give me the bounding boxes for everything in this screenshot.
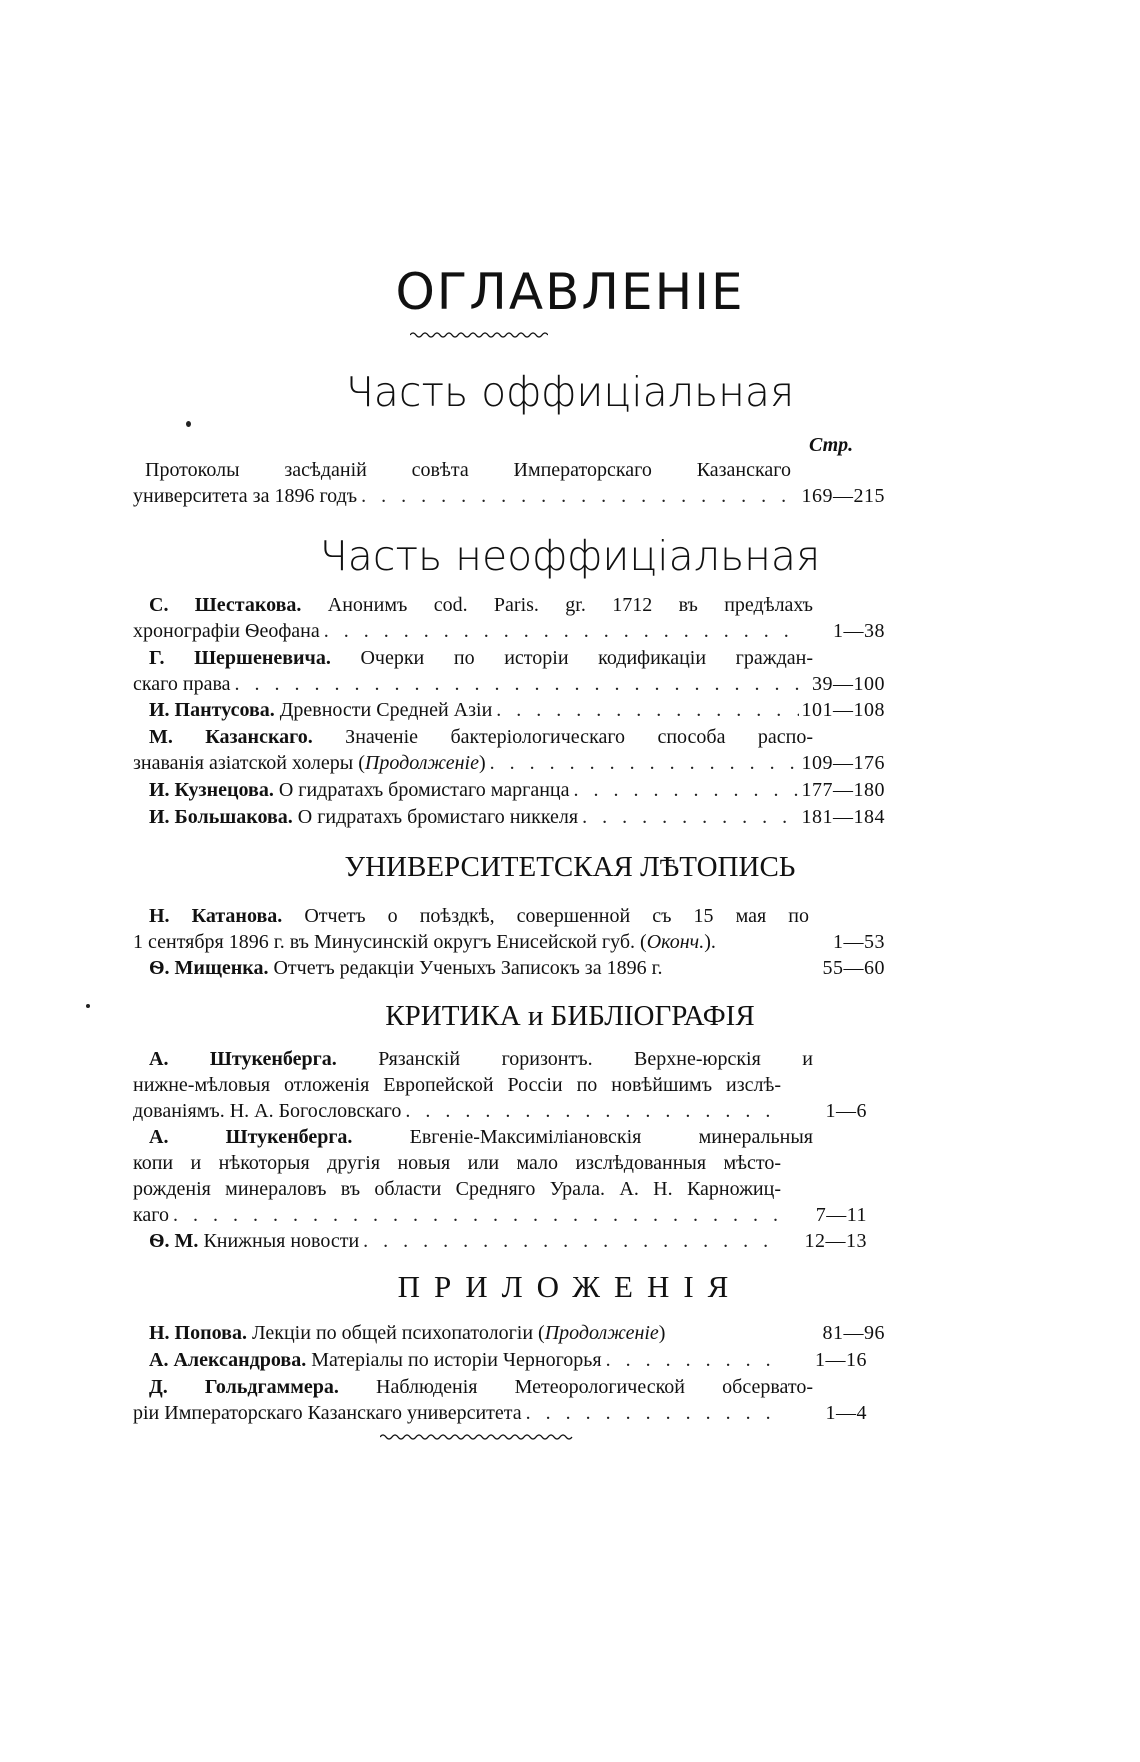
entry-author: М. Казанскаго. [149, 726, 313, 748]
entry-author: Н. Попова. [149, 1322, 247, 1344]
entry-title-end: ) [658, 1322, 666, 1344]
dot-leader [320, 618, 799, 644]
page-range: 101—108 [801, 699, 885, 721]
entry-author: А. Штукенберга. [149, 1126, 353, 1148]
page-range: 1—38 [833, 620, 885, 642]
entry-title-end: ). [704, 931, 716, 953]
unofficial-part-heading: Часть неоффиціальная [319, 532, 821, 580]
entry-title: Книжныя новости [203, 1230, 360, 1252]
page-range: 177—180 [801, 779, 885, 801]
entry-title: Отчетъ о поѣздкѣ, совершенной съ 15 мая по [304, 905, 810, 927]
toc-entry [133, 955, 885, 981]
toc-entry [133, 1347, 885, 1373]
page-range: 81—96 [822, 1322, 885, 1344]
entry-author: Г. Шершеневича. [149, 647, 331, 669]
entry-title: Евгеніе-Максиміліановскія минеральныя [409, 1126, 813, 1148]
dot-leader [578, 804, 799, 830]
page-title: ОГЛАВЛЕНІЕ [395, 263, 745, 321]
entry-title [252, 1320, 666, 1346]
entry-text-line [133, 724, 813, 750]
toc-entry [133, 592, 885, 644]
entry-author: Ѳ. М. [149, 1230, 199, 1252]
page-range: 7—11 [815, 1204, 867, 1226]
page-range: 1—6 [825, 1100, 867, 1122]
entry-title-italic: Продолженіе [544, 1322, 659, 1344]
toc-entry [133, 1046, 885, 1124]
entry-text-line: Протоколы засѣданій совѣта Императорскаго Казанскаго [145, 459, 791, 481]
toc-entry [133, 645, 885, 697]
entry-author: Н. Катанова. [149, 905, 283, 927]
entry-title-cont: дованіямъ. Н. А. Богословскаго [133, 1100, 402, 1122]
page-range: 1—16 [815, 1349, 867, 1371]
entry-title: О гидратахъ бромистаго никкеля [297, 806, 579, 828]
entry-author: Д. Гольдгаммера. [149, 1376, 339, 1398]
dot-leader [486, 750, 799, 776]
entry-title-text: Лекціи по общей психопатологіи ( [251, 1322, 545, 1344]
entry-title: Матеріалы по исторіи Черногорья [311, 1349, 602, 1371]
toc-entry-protocols [133, 457, 885, 509]
entry-title: Наблюденія Метеорологической обсервато- [376, 1376, 813, 1398]
entry-title-italic: Продолженіе [364, 752, 479, 774]
page-range: 181—184 [801, 806, 885, 828]
entry-title-cont: скаго права [133, 673, 231, 695]
entry-text-line [133, 1374, 813, 1400]
page-range: 1—53 [833, 931, 885, 953]
criticism-heading: КРИТИКА и БИБЛІОГРАФІЯ [385, 1000, 755, 1032]
entry-text-line [133, 1046, 813, 1072]
entry-author: И. Пантусова. [149, 699, 275, 721]
toc-entry [133, 1374, 885, 1426]
dot-leader [570, 777, 799, 803]
page-range: 1—4 [825, 1402, 867, 1424]
dot-leader [492, 697, 799, 723]
page-range: 169—215 [801, 485, 885, 507]
page-range: 55—60 [822, 957, 885, 979]
dot-leader [357, 483, 799, 509]
entry-text-line: копи и нѣкоторыя другія новыя или мало изслѣдованныя мѣсто- [133, 1152, 781, 1174]
entry-author: И. Кузнецова. [149, 779, 274, 801]
toc-entry [133, 724, 885, 776]
appendices-heading: ПРИЛОЖЕНІЯ [397, 1269, 743, 1304]
toc-entry [133, 804, 885, 830]
entry-author: И. Большакова. [149, 806, 293, 828]
dot-leader [359, 1228, 777, 1254]
entry-title-end: ) [478, 752, 486, 774]
entry-title-cont: хронографіи Ѳеофана [133, 620, 320, 642]
entry-title-text: знаванія азіатской холеры ( [133, 752, 365, 774]
entry-title: Очерки по исторіи кодификаціи граждан- [360, 647, 813, 669]
entry-title: Значеніе бактеріологическаго способа распо- [345, 726, 813, 748]
entry-text-line [133, 903, 809, 929]
entry-author: А. Александрова. [149, 1349, 307, 1371]
dot-leader [602, 1347, 777, 1373]
entry-title-italic: Оконч. [646, 931, 705, 953]
toc-entry [133, 1228, 885, 1254]
wavy-divider-bottom [380, 1432, 576, 1440]
entry-author: А. Штукенберга. [149, 1048, 337, 1070]
page-column-label: Стр. [809, 434, 854, 456]
entry-title: Анонимъ cod. Paris. gr. 1712 въ предѣлахъ [327, 594, 814, 616]
dot-leader [522, 1400, 777, 1426]
page-range: 109—176 [801, 752, 885, 774]
entry-text-line [133, 1124, 813, 1150]
wavy-divider-top [410, 330, 548, 338]
page-range: 39—100 [812, 673, 885, 695]
chronicle-heading: УНИВЕРСИТЕТСКАЯ ЛѢТОПИСЬ [344, 851, 796, 883]
entry-title: Рязанскій горизонтъ. Верхне-юрскія и [378, 1048, 813, 1070]
toc-entry [133, 697, 885, 723]
entry-author: С. Шестакова. [149, 594, 302, 616]
entry-text-line: нижне-мѣловыя отложенія Европейской Россіи по новѣйшимъ изслѣ- [133, 1074, 781, 1096]
dot-leader [401, 1098, 777, 1124]
entry-title-cont [133, 750, 486, 776]
dot-leader [231, 671, 799, 697]
entry-title: О гидратахъ бромистаго марганца [278, 779, 570, 801]
toc-entry [133, 903, 885, 955]
toc-entry [133, 777, 885, 803]
dot-leader [169, 1202, 777, 1228]
speck [186, 421, 191, 427]
toc-entry [133, 1320, 885, 1346]
entry-title: Отчетъ редакціи Ученыхъ Записокъ за 1896 г. [273, 957, 663, 979]
toc-entry [133, 1124, 885, 1228]
entry-author: Ѳ. Мищенка. [149, 957, 269, 979]
entry-text-line: рожденія минераловъ въ области Средняго Урала. А. Н. Карножиц- [133, 1178, 781, 1200]
entry-text-line [133, 592, 813, 618]
entry-text-line: университета за 1896 годъ [133, 485, 358, 507]
entry-title-cont: каго [133, 1204, 169, 1226]
page-range: 12—13 [804, 1230, 867, 1252]
entry-title: Древности Средней Азіи [279, 699, 493, 721]
official-part-heading: Часть оффиціальная [345, 368, 795, 416]
entry-title-text: 1 сентября 1896 г. въ Минусинскій округъ Енисейской губ. ( [133, 931, 647, 953]
entry-text-line [133, 645, 813, 671]
entry-title-cont: ріи Императорскаго Казанскаго университета [133, 1402, 522, 1424]
entry-title-cont [133, 929, 716, 955]
